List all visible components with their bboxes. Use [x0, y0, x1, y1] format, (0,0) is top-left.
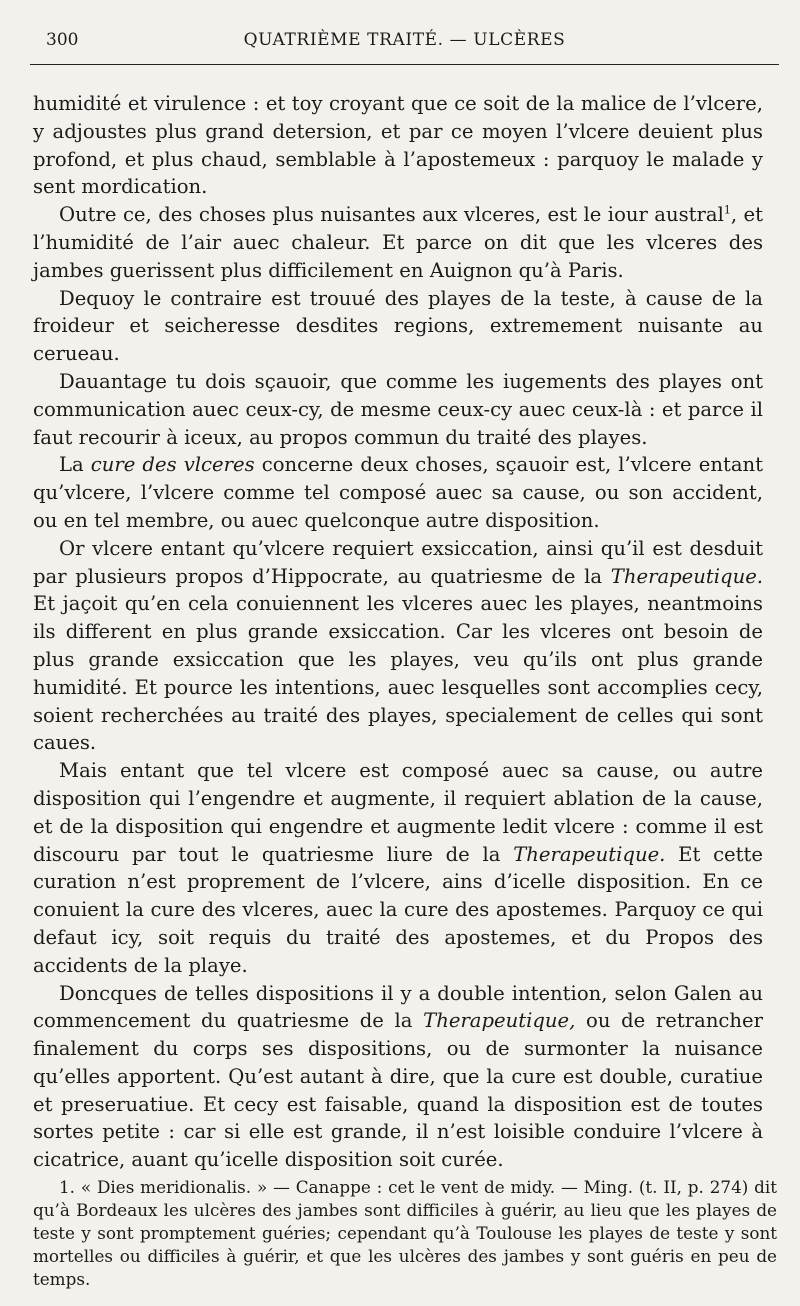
paragraph-4: [33, 368, 763, 451]
paragraph-5: [33, 451, 763, 534]
italic-title: Therapeutique.: [513, 842, 666, 866]
header-rule: [30, 64, 779, 65]
paragraph-text: Et jaçoit qu’en cela conuiennent les vlceres auec les playes, neantmoins ils different en plus grande exsiccation. Car les vlceres ont besoin de plus grande exsiccation que les playes, veu qu’ils ont plus grande humidité. Et pource les intentions, auec lesquelles sont accomplies cecy, soient recherchées au traité des playes, specialement de celles qui sont caues.: [33, 592, 763, 755]
paragraph-text: Doncques de telles dispositions il y a double intention, selon Galen au commencement du quatriesme de la: [33, 981, 763, 1033]
paragraph-text: Or vlcere entant qu’vlcere requiert exsiccation, ainsi qu’il est desduit par plusieurs propos d’Hippocrate, au quatriesme de la: [33, 536, 763, 588]
paragraph-text: concerne deux choses, sçauoir est, l’vlcere entant qu’vlcere, l’vlcere comme tel composé auec sa cause, ou son accident, ou en tel membre, ou auec quelconque autre disposition.: [33, 453, 763, 532]
paragraph-3: [33, 285, 763, 368]
paragraph-8: [33, 980, 763, 1175]
paragraph-1: [33, 90, 763, 201]
page-header: [30, 30, 779, 56]
paragraph-text: Et cette curation n’est proprement de l’vlcere, ains d’icelle disposition. En ce conuient la cure des vlceres, auec la cure des apostemes. Parquoy ce qui defaut icy, soit requis du traité des apostemes, et du Propos des accidents de la playe.: [33, 842, 763, 977]
running-title: QUATRIÈME TRAITÉ. — ULCÈRES: [243, 30, 566, 50]
main-text: [33, 90, 763, 1174]
footnotes: [33, 1176, 777, 1291]
italic-phrase: cure des vlceres: [90, 453, 255, 477]
paragraph-2: [33, 201, 763, 284]
paragraph-text: ou de retrancher finalement du corps ses dispositions, ou de surmonter la nuisance qu’elles apportent. Qu’est autant à dire, que la cure est double, curatiue et preseruatiue. Et cecy est faisable, quand la disposition est de toutes sortes petite : car si elle est grande, il n’est loisible conduire l’vlcere à cicatrice, auant qu’icelle disposition soit curée.: [33, 1009, 763, 1172]
paragraph-text: humidité et virulence : et toy croyant que ce soit de la malice de l’vlcere, y adjoustes plus grand detersion, et par ce moyen l’vlcere deuient plus profond, et plus chaud, semblable à l’apostemeux : parquoy le malade y sent mordication.: [33, 92, 763, 199]
footnote-reference: 1: [723, 203, 731, 217]
paragraph-text: , et l’humidité de l’air auec chaleur. Et parce on dit que les vlceres des jambes guerissent plus difficilement en Auignon qu’à Paris.: [33, 203, 763, 282]
paragraph-text: Outre ce, des choses plus nuisantes aux vlceres, est le iour austral: [59, 203, 724, 227]
paragraph-text: Mais entant que tel vlcere est composé auec sa cause, ou autre disposition qui l’engendre et augmente, il requiert ablation de la cause, et de la disposition qui engendre et augmente ledit vlcere : comme il est discouru par tout le quatriesme liure de la: [33, 759, 763, 866]
paragraph-text: La: [59, 453, 84, 477]
paragraph-7: [33, 757, 763, 979]
paragraph-6: [33, 535, 763, 757]
paragraph-text: Dauantage tu dois sçauoir, que comme les iugements des playes ont communication auec ceux-cy, de mesme ceux-cy auec ceux-là : et parce il faut recourir à iceux, au propos commun du traité des playes.: [33, 369, 763, 449]
page-number: 300: [46, 30, 79, 50]
paragraph-text: Dequoy le contraire est trouué des playes de la teste, à cause de la froideur et seicheresse desdites regions, extremement nuisante au cerueau.: [33, 286, 763, 366]
italic-title: Therapeutique.: [610, 564, 764, 588]
footnote-1: 1. « Dies meridionalis. » — Canappe : cet le vent de midy. — Ming. (t. II, p. 274) dit qu’à Bordeaux les ulcères des jambes sont difficiles à guérir, au lieu que les playes de teste y sont promptement guéries; cependant qu’à Toulouse les playes de teste y sont mortelles ou difficiles à guérir, et que les ulcères des jambes y sont guéris en peu de temps.: [33, 1177, 777, 1289]
italic-title: Therapeutique,: [423, 1009, 576, 1033]
